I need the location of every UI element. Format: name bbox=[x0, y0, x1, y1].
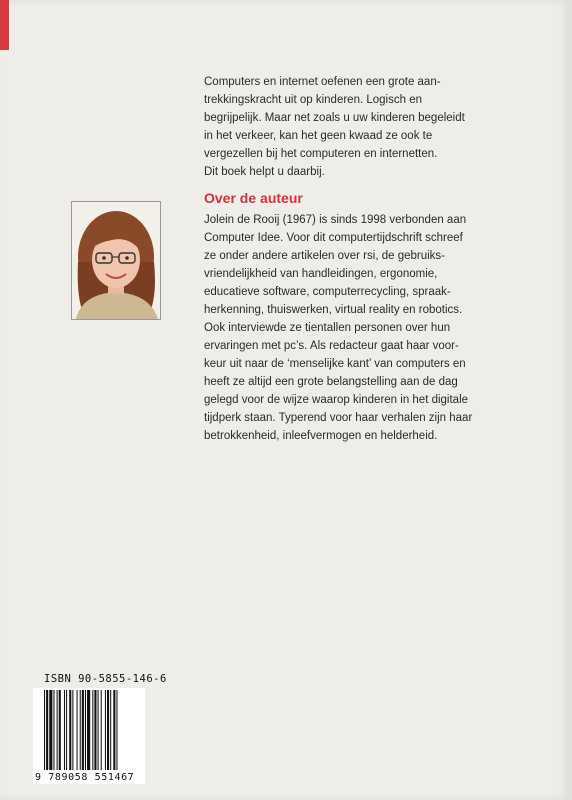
bio-line: Computer Idee. Voor dit computertijdschrift schreef bbox=[204, 232, 463, 244]
barcode-bar bbox=[85, 690, 86, 770]
barcode-bar bbox=[77, 690, 78, 770]
barcode-bar bbox=[46, 690, 48, 770]
barcode-bar bbox=[87, 690, 90, 770]
barcode-bar bbox=[57, 690, 58, 770]
barcode-bar bbox=[110, 690, 111, 770]
barcode-bar bbox=[116, 690, 117, 770]
barcode-bar bbox=[101, 690, 102, 770]
barcode-bar bbox=[107, 690, 109, 770]
intro-line: begrijpelijk. Maar net zoals u uw kinderen begeleidt bbox=[204, 112, 465, 124]
bio-line: heeft ze altijd een grote belangstelling aan de dag bbox=[204, 376, 458, 388]
barcode-bar bbox=[53, 690, 54, 770]
barcode-bar bbox=[64, 690, 65, 770]
barcode-bar bbox=[69, 690, 71, 770]
intro-line: vergezellen bij het computeren en internetten. bbox=[204, 148, 438, 160]
author-section-title: Over de auteur bbox=[204, 190, 303, 206]
barcode-bar bbox=[105, 690, 106, 770]
barcode bbox=[44, 690, 144, 772]
bio-line: educatieve software, computerrecycling, spraak- bbox=[204, 286, 451, 298]
author-photo bbox=[71, 201, 161, 320]
bio-line: ervaringen met pc’s. Als redacteur gaat haar voor- bbox=[204, 340, 459, 352]
bio-line: Ook interviewde ze tientallen personen over hun bbox=[204, 322, 451, 334]
barcode-bar bbox=[113, 690, 115, 770]
spine-edge bbox=[568, 0, 572, 800]
intro-line: Dit boek helpt u daarbij. bbox=[204, 166, 325, 178]
bio-line: betrokkenheid, inleefvermogen en helderheid. bbox=[204, 430, 438, 442]
intro-paragraph bbox=[204, 73, 474, 181]
intro-line: in het verkeer, kan het geen kwaad ze ook te bbox=[204, 130, 433, 142]
barcode-bar bbox=[92, 690, 93, 770]
bio-line: Jolein de Rooij (1967) is sinds 1998 verbonden aan bbox=[204, 214, 467, 226]
barcode-bar bbox=[66, 690, 67, 770]
bio-line: tijdperk staan. Typerend voor haar verhalen zijn haar bbox=[204, 412, 473, 424]
barcode-bar bbox=[80, 690, 81, 770]
intro-line: trekkingskracht uit op kinderen. Logisch en bbox=[204, 94, 422, 106]
barcode-bar bbox=[49, 690, 52, 770]
barcode-bar bbox=[59, 690, 61, 770]
author-bio bbox=[204, 211, 476, 445]
bio-line: herkenning, thuiswerken, virtual reality en robotics. bbox=[204, 304, 463, 316]
red-tab-accent bbox=[0, 0, 9, 50]
barcode-bar bbox=[98, 690, 99, 770]
isbn-label: ISBN 90-5855-146-6 bbox=[44, 673, 167, 685]
barcode-bar bbox=[82, 690, 84, 770]
barcode-bar bbox=[72, 690, 73, 770]
bio-line: gelegd voor de wijze waarop kinderen in het digitale bbox=[204, 394, 469, 406]
bio-line: vriendelijkheid van handleidingen, ergonomie, bbox=[204, 268, 438, 280]
barcode-bar bbox=[94, 690, 96, 770]
bio-line: ze onder andere artikelen over rsi, de gebruiks- bbox=[204, 250, 445, 262]
bio-line: keur uit naar de ‘menselijke kant’ van computers en bbox=[204, 358, 466, 370]
intro-line: Computers en internet oefenen een grote aan- bbox=[204, 76, 441, 88]
barcode-number: 9 789058 551467 bbox=[35, 772, 135, 783]
barcode-bar bbox=[44, 690, 45, 770]
